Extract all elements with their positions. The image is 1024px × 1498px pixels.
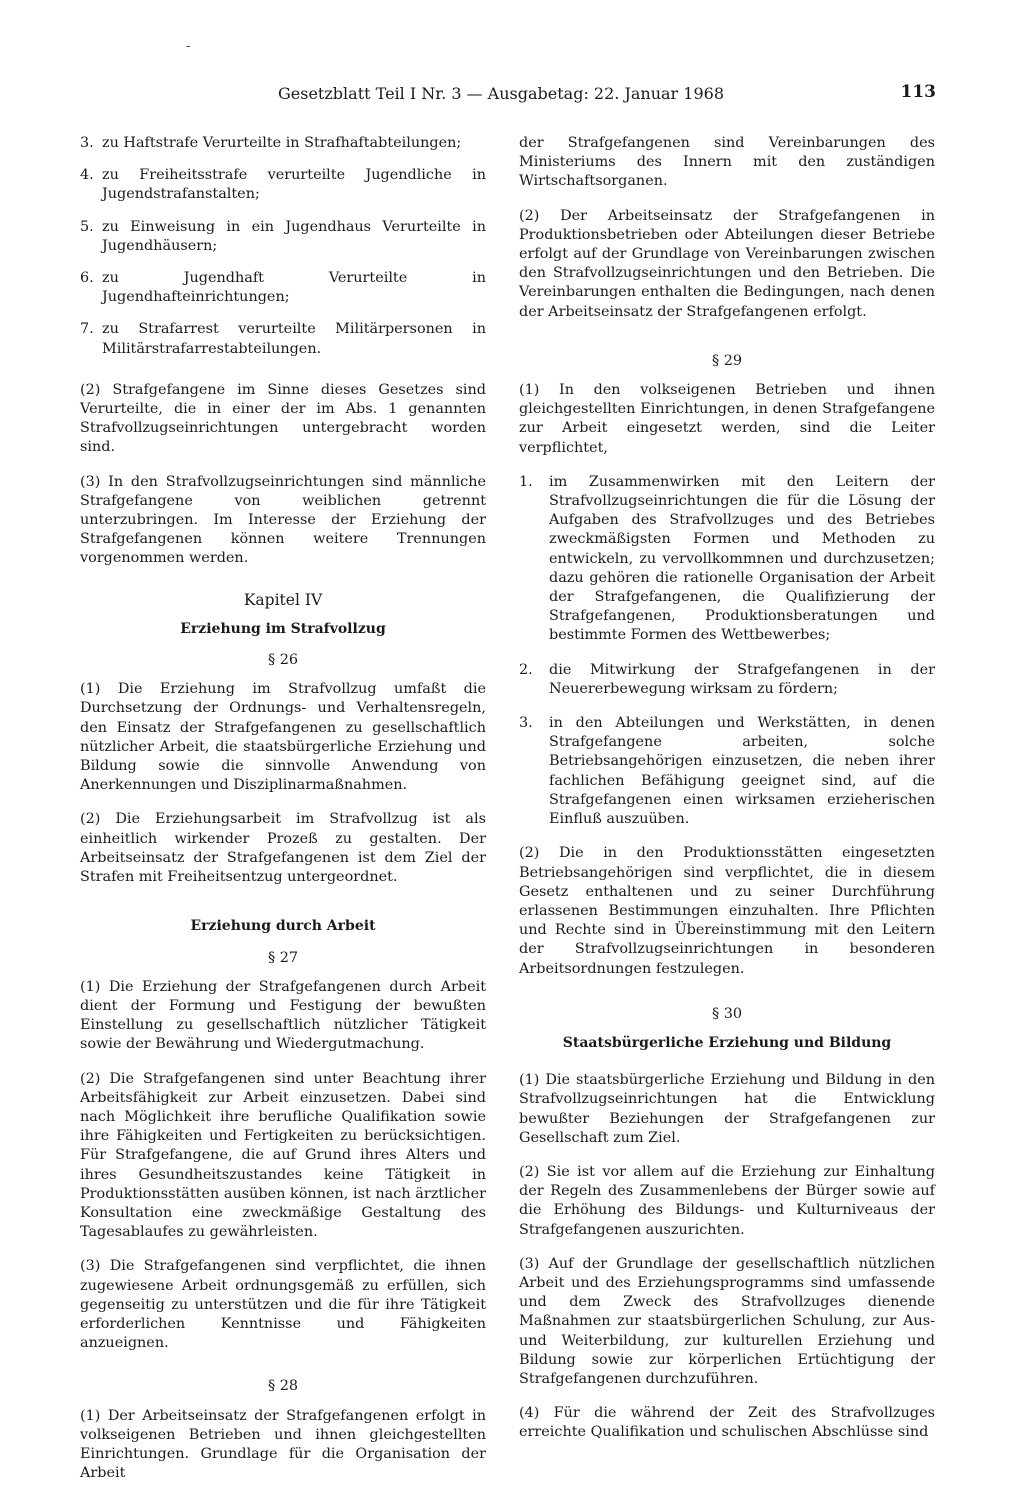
list-item-number: 6. <box>80 270 94 287</box>
paragraph: (2) Die Erziehungsarbeit im Strafvollzug ist als einheitlich wirkender Prozeß zu gestalten. Der Arbeitseinsatz der Strafgefangenen ist dem Ziel der Strafen mit Freiheitsentzug untergeordnet. <box>80 811 486 886</box>
paragraph: (1) In den volkseigenen Betrieben und ihnen gleichgestellten Einrichtungen, in denen Strafgefangene zur Arbeit eingesetzt werden, sind die Leiter verpflichtet, <box>519 382 935 456</box>
list-item-number: 1. <box>519 473 533 490</box>
page-header <box>278 80 936 110</box>
section-heading: Staatsbürgerliche Erziehung und Bildung <box>562 1034 892 1051</box>
section-number: § 27 <box>267 949 299 966</box>
paragraph: (2) Die in den Produktionsstätten eingesetzten Betriebsangehörigen sind verpflichtet, die in diesem Gesetz enthaltenen und zu seiner Durchführung erlassenen Bestimmungen einzuhalten. Ihre Pflichten und Rechte sind in Übereinstimmung mit den Leitern der Strafvollzugseinrichtungen in besonderen Arbeitsordnungen festzulegen. <box>519 845 935 977</box>
section-number: § 26 <box>267 652 299 669</box>
paragraph: (3) Die Strafgefangenen sind verpflichtet, die ihnen zugewiesene Arbeit ordnungsgemäß zu erfüllen, sich gegenseitig zu unterstützen und die für ihre Tätigkeit erforderlichen Kenntnisse und Fähigkeiten anzueignen. <box>80 1258 486 1352</box>
paragraph: (1) Der Arbeitseinsatz der Strafgefangenen erfolgt in volkseigenen Betrieben und ihnen gleichgestellten Einrichtungen. Grundlage für die Organisation der Arbeit <box>80 1407 486 1482</box>
list-item <box>519 661 935 699</box>
list-item <box>80 269 486 307</box>
list-item-number: 5. <box>80 218 94 235</box>
list-item-number: 3. <box>519 715 533 732</box>
header-title: Gesetzblatt Teil I Nr. 3 — Ausgabetag: 22. Januar 1968 <box>278 84 725 103</box>
section-heading: Erziehung durch Arbeit <box>190 918 376 935</box>
chapter-title: Erziehung im Strafvollzug <box>180 620 386 637</box>
list-item-text: zu Strafarrest verurteilte Militärpersonen in Militärstrafarrestabteilungen. <box>102 321 486 357</box>
list-item-text: zu Haftstrafe Verurteilte in Strafhaftabteilungen; <box>102 135 462 151</box>
list-item-number: 3. <box>80 135 94 151</box>
paragraph: der Strafgefangenen sind Vereinbarungen des Ministeriums des Innern mit den zuständigen Wirtschaftsorganen. <box>519 135 935 190</box>
list-item-text: zu Freiheitsstrafe verurteilte Jugendliche in Jugendstrafanstalten; <box>102 167 486 203</box>
list-item <box>80 134 486 153</box>
list-item-text: die Mitwirkung der Strafgefangenen in der Neuererbewegung wirksam zu fördern; <box>549 661 935 697</box>
paragraph: (3) Auf der Grundlage der gesellschaftlich nützlichen Arbeit und des Erziehungsprogramms sind umfassende und dem Zweck des Strafvollzuges dienende Maßnahmen zur staatsbürgerlichen Schulung, zur Aus- und Weiterbildung, zur kulturellen Erziehung und Bildung sowie zur körperlichen Ertüchtigung der Strafgefangenen durchzuführen. <box>519 1255 935 1387</box>
list-item-text: im Zusammenwirken mit den Leitern der Strafvollzugseinrichtungen die für die Lösung der Aufgaben des Strafvollzuges und des Betriebes zweckmäßigsten Formen und Methoden zu entwickeln, zu vervollkommnen und durchzusetzen; dazu gehören die rationelle Organisation der Arbeit der Strafgefangenen, die Qualifizierung der Strafgefangenen, Produktionsberatungen und bestimmte Formen des Wettbewerbes; <box>549 473 935 644</box>
right-column <box>519 134 935 1458</box>
list-item <box>519 473 935 646</box>
paragraph: (2) Die Strafgefangenen sind unter Beachtung ihrer Arbeitsfähigkeit zur Arbeit einzusetzen. Dabei sind nach Möglichkeit ihre berufliche Qualifikation sowie ihre Fähigkeiten und Fertigkeiten zu berücksichtigen. Für Strafgefangene, die auf Grund ihres Alters und ihres Gesundheitszustandes keine Tätigkeit in Produktionsstätten ausüben können, ist nach ärztlicher Konsultation eine zweckmäßige Gestaltung des Tagesablaufes zu gewährleisten. <box>80 1070 486 1241</box>
list-item-number: 2. <box>519 661 533 678</box>
list-item-number: 7. <box>80 321 94 338</box>
paragraph: (2) Sie ist vor allem auf die Erziehung zur Einhaltung der Regeln des Zusammenlebens der Bürger sowie auf die Erhöhung des Bildungs- und Kulturniveaus der Strafgefangenen auszurichten. <box>519 1163 935 1238</box>
section-number: § 29 <box>711 352 743 369</box>
paragraph: (1) Die Erziehung im Strafvollzug umfaßt die Durchsetzung der Ordnungs- und Verhaltensregeln, den Einsatz der Strafgefangenen zu gesellschaftlich nützlicher Arbeit, die staatsbürgerliche Erziehung und Bildung sowie die sinnvolle Anwendung von Anerkennungen und Disziplinarmaßnahmen. <box>80 681 486 794</box>
paragraph: (1) Die staatsbürgerliche Erziehung und Bildung in den Strafvollzugseinrichtungen hat die Entwicklung bewußter Beziehungen der Strafgefangenen zur Gesellschaft zum Ziel. <box>519 1072 935 1146</box>
paragraph: (4) Für die während der Zeit des Strafvollzuges erreichte Qualifikation und schulischen Abschlüsse sind <box>519 1405 935 1441</box>
paragraph: (2) Strafgefangene im Sinne dieses Gesetzes sind Verurteilte, die in einer der im Abs. 1 genannten Strafvollzugseinrichtungen untergebracht worden sind. <box>80 381 486 456</box>
list-item <box>519 714 935 829</box>
list-item-text: in den Abteilungen und Werkstätten, in denen Strafgefangene arbeiten, solche Betriebsangehörigen einzusetzen, die neben ihrer fachlichen Befähigung geeignet sind, auf die Strafgefangenen einen wirksamen erzieherischen Einfluß auszuüben. <box>549 715 935 828</box>
list-item <box>80 166 486 204</box>
section-number: § 30 <box>711 1005 743 1022</box>
page-number: 113 <box>900 82 936 102</box>
paragraph: (2) Der Arbeitseinsatz der Strafgefangenen in Produktionsbetrieben oder Abteilungen dieser Betriebe erfolgt auf der Grundlage von Vereinbarungen zwischen den Strafvollzugseinrichtungen und den Betrieben. Die Vereinbarungen enthalten die Bedingungen, nach denen der Arbeitseinsatz der Strafgefangenen erfolgt. <box>519 207 935 320</box>
list-item-number: 4. <box>80 167 94 184</box>
list-item <box>80 320 486 358</box>
stray-mark: - <box>186 38 191 54</box>
list-item-text: zu Einweisung in ein Jugendhaus Verurteilte in Jugendhäusern; <box>102 218 486 254</box>
chapter-label: Kapitel IV <box>243 590 323 609</box>
paragraph: (1) Die Erziehung der Strafgefangenen durch Arbeit dient der Formung und Festigung der bewußten Einstellung zu gesellschaftlich nützlicher Tätigkeit sowie der Bewährung und Wiedergutmachung. <box>80 978 486 1053</box>
list-item <box>80 218 486 256</box>
left-column <box>80 134 486 1498</box>
paragraph: (3) In den Strafvollzugseinrichtungen sind männliche Strafgefangene von weiblichen getrennt unterzubringen. Im Interesse der Erziehung der Strafgefangenen können weitere Trennungen vorgenommen werden. <box>80 473 486 567</box>
section-number: § 28 <box>267 1378 299 1395</box>
list-item-text: zu Jugendhaft Verurteilte in Jugendhafteinrichtungen; <box>102 270 486 306</box>
